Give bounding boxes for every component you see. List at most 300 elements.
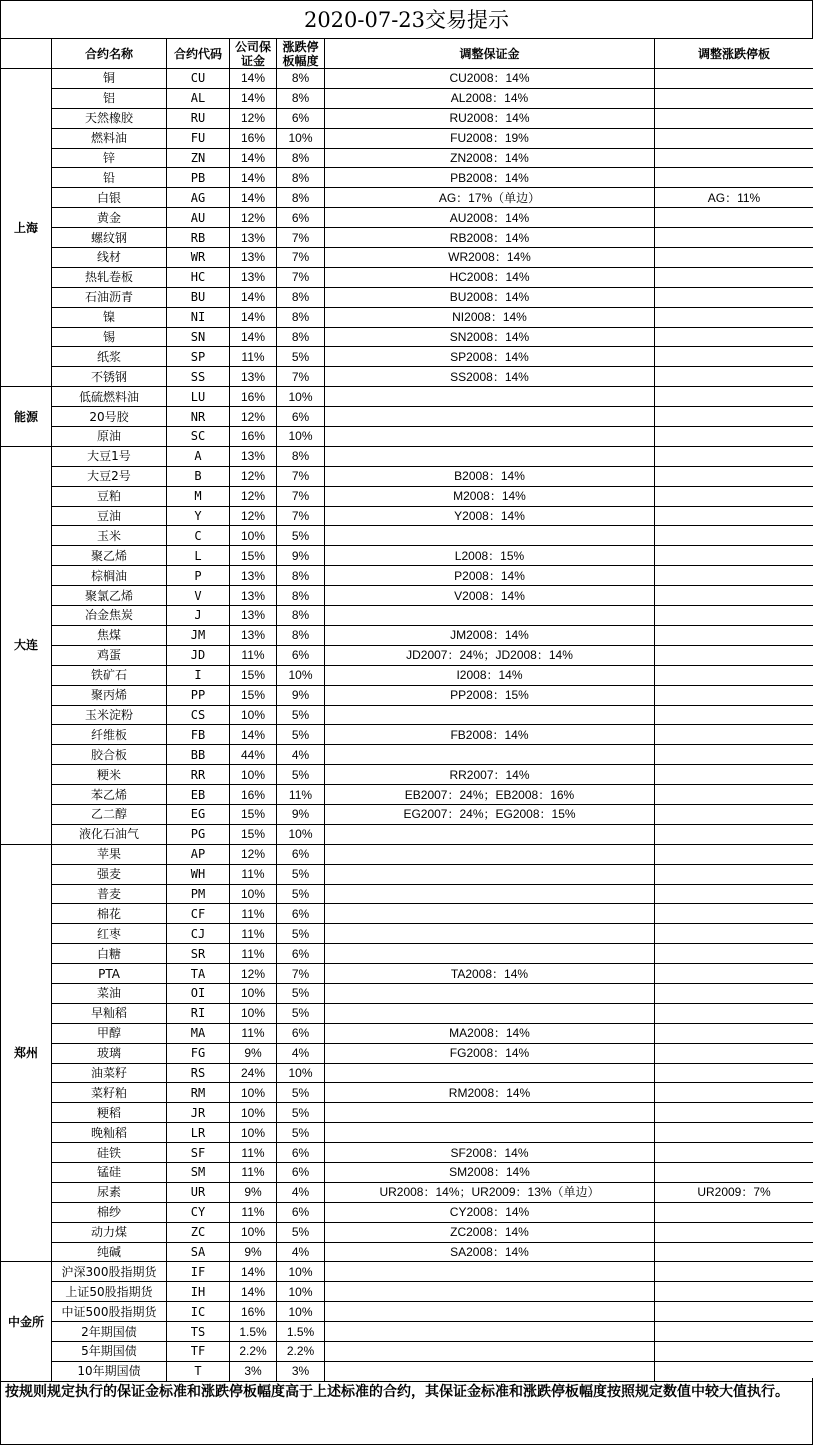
margin-cell: 11% [230,1162,277,1182]
adjusted-margin-cell [325,1103,655,1123]
margin-cell: 14% [230,148,277,168]
adjusted-margin-cell: EB2007：24%；EB2008：16% [325,785,655,805]
contract-code-cell: BU [167,287,230,307]
adjusted-limit-cell [655,804,813,824]
contract-name-cell: 线材 [52,248,167,268]
contract-name-cell: 玉米 [52,526,167,546]
limit-cell: 10% [277,128,325,148]
table-row [1,725,813,745]
margin-cell: 13% [230,228,277,248]
table-row [1,884,813,904]
table-row [1,466,813,486]
limit-cell: 6% [277,1162,325,1182]
contract-name-cell: PTA [52,964,167,984]
adjusted-limit-cell [655,745,813,765]
margin-cell: 14% [230,69,277,89]
adjusted-limit-cell [655,606,813,626]
contract-name-cell: 粳米 [52,765,167,785]
contract-name-cell: 铁矿石 [52,665,167,685]
adjusted-limit-cell [655,128,813,148]
table-row [1,327,813,347]
limit-cell: 8% [277,446,325,466]
adjusted-margin-cell: SS2008：14% [325,367,655,387]
limit-cell: 6% [277,904,325,924]
contract-name-cell: 锰硅 [52,1162,167,1182]
table-body [1,69,813,1382]
contract-name-cell: 镍 [52,307,167,327]
adjusted-limit-cell [655,327,813,347]
margin-cell: 14% [230,725,277,745]
adjusted-limit-cell [655,1023,813,1043]
table-row [1,1003,813,1023]
contract-name-cell: 菜籽粕 [52,1083,167,1103]
table-row [1,526,813,546]
limit-cell: 8% [277,606,325,626]
contract-name-cell: 上证50股指期货 [52,1282,167,1302]
limit-cell: 7% [277,367,325,387]
margin-cell: 10% [230,1083,277,1103]
limit-cell: 5% [277,1123,325,1143]
margin-cell: 11% [230,1202,277,1222]
margin-cell: 13% [230,625,277,645]
contract-code-cell: AL [167,88,230,108]
adjusted-margin-cell: L2008：15% [325,546,655,566]
adjusted-limit-cell [655,387,813,407]
margin-cell: 12% [230,208,277,228]
adjusted-margin-cell [325,1262,655,1282]
contract-code-cell: LU [167,387,230,407]
table-row [1,1083,813,1103]
contract-code-cell: JD [167,645,230,665]
adjusted-margin-cell: MA2008：14% [325,1023,655,1043]
contract-code-cell: RB [167,228,230,248]
contract-name-cell: 10年期国债 [52,1361,167,1381]
contract-code-cell: UR [167,1182,230,1202]
margin-cell: 12% [230,844,277,864]
contract-code-cell: CU [167,69,230,89]
adjusted-margin-cell: UR2008：14%；UR2009：13%（单边） [325,1182,655,1202]
adjusted-margin-cell: BU2008：14% [325,287,655,307]
limit-cell: 4% [277,745,325,765]
adjusted-limit-cell [655,1143,813,1163]
adjusted-limit-cell [655,1322,813,1342]
contract-code-cell: LR [167,1123,230,1143]
adjusted-margin-cell [325,526,655,546]
contract-code-cell: RM [167,1083,230,1103]
limit-cell: 7% [277,248,325,268]
adjusted-limit-cell [655,267,813,287]
adjusted-margin-cell [325,983,655,1003]
contract-name-cell: 5年期国债 [52,1342,167,1362]
limit-cell: 3% [277,1361,325,1381]
adjusted-margin-cell: PP2008：15% [325,685,655,705]
adjusted-margin-cell [325,824,655,844]
adjusted-limit-cell [655,1083,813,1103]
table-row [1,248,813,268]
margin-cell: 13% [230,606,277,626]
margin-cell: 13% [230,248,277,268]
adjusted-margin-cell: PB2008：14% [325,168,655,188]
adjusted-margin-cell: M2008：14% [325,486,655,506]
limit-cell: 6% [277,108,325,128]
margin-cell: 11% [230,864,277,884]
contract-code-cell: SR [167,944,230,964]
contract-code-cell: SA [167,1242,230,1262]
adjusted-limit-cell [655,108,813,128]
adjusted-limit-cell [655,1103,813,1123]
table-row [1,1202,813,1222]
adjusted-margin-cell: RU2008：14% [325,108,655,128]
contract-name-cell: 纤维板 [52,725,167,745]
adjusted-limit-cell [655,924,813,944]
margin-cell: 11% [230,1143,277,1163]
adjusted-margin-cell: I2008：14% [325,665,655,685]
adjusted-margin-cell: FB2008：14% [325,725,655,745]
header-adj-limit: 调整涨跌停板 [655,39,813,69]
adjusted-limit-cell [655,69,813,89]
exchange-cell: 中金所 [1,1262,52,1381]
contract-name-cell: 豆油 [52,506,167,526]
contract-name-cell: 聚氯乙烯 [52,586,167,606]
adjusted-limit-cell [655,446,813,466]
table-row [1,1162,813,1182]
limit-cell: 10% [277,665,325,685]
contract-code-cell: EB [167,785,230,805]
table-row [1,964,813,984]
table-row [1,1063,813,1083]
header-adj-margin: 调整保证金 [325,39,655,69]
margin-cell: 15% [230,685,277,705]
contract-name-cell: 苹果 [52,844,167,864]
table-row [1,446,813,466]
table-row [1,904,813,924]
table-row [1,665,813,685]
limit-cell: 4% [277,1043,325,1063]
contract-code-cell: PM [167,884,230,904]
table-row [1,88,813,108]
limit-cell: 11% [277,785,325,805]
table-row [1,407,813,427]
limit-cell: 9% [277,546,325,566]
adjusted-margin-cell [325,1302,655,1322]
contract-code-cell: RI [167,1003,230,1023]
limit-cell: 7% [277,466,325,486]
contract-name-cell: 热轧卷板 [52,267,167,287]
adjusted-limit-cell [655,506,813,526]
table-row [1,1262,813,1282]
contract-name-cell: 普麦 [52,884,167,904]
adjusted-margin-cell: CY2008：14% [325,1202,655,1222]
contract-code-cell: I [167,665,230,685]
limit-cell: 5% [277,864,325,884]
adjusted-margin-cell: B2008：14% [325,466,655,486]
adjusted-limit-cell [655,427,813,447]
limit-cell: 8% [277,327,325,347]
adjusted-limit-cell [655,864,813,884]
contract-name-cell: 大豆1号 [52,446,167,466]
adjusted-margin-cell [325,427,655,447]
table-row [1,625,813,645]
table-row [1,606,813,626]
limit-cell: 10% [277,1063,325,1083]
table-row [1,1222,813,1242]
limit-cell: 8% [277,586,325,606]
margin-cell: 44% [230,745,277,765]
limit-cell: 8% [277,88,325,108]
adjusted-limit-cell [655,546,813,566]
adjusted-margin-cell [325,1282,655,1302]
adjusted-limit-cell [655,625,813,645]
margin-cell: 10% [230,526,277,546]
adjusted-margin-cell: WR2008：14% [325,248,655,268]
contract-name-cell: 铝 [52,88,167,108]
limit-cell: 7% [277,228,325,248]
adjusted-margin-cell: AU2008：14% [325,208,655,228]
adjusted-limit-cell [655,1123,813,1143]
margin-cell: 12% [230,964,277,984]
contract-name-cell: 乙二醇 [52,804,167,824]
contract-code-cell: RS [167,1063,230,1083]
margin-cell: 1.5% [230,1322,277,1342]
table-row [1,924,813,944]
contract-name-cell: 原油 [52,427,167,447]
contract-code-cell: WR [167,248,230,268]
adjusted-margin-cell: FU2008：19% [325,128,655,148]
contract-name-cell: 锡 [52,327,167,347]
table-row [1,367,813,387]
margin-cell: 15% [230,804,277,824]
limit-cell: 4% [277,1182,325,1202]
contract-code-cell: V [167,586,230,606]
footnote: 按规则规定执行的保证金标准和涨跌停板幅度高于上述标准的合约，其保证金标准和涨跌停板幅度按照规定数值中较大值执行。 [0,1378,813,1445]
limit-cell: 8% [277,307,325,327]
contract-name-cell: 冶金焦炭 [52,606,167,626]
exchange-cell: 上海 [1,69,52,387]
adjusted-margin-cell [325,705,655,725]
limit-cell: 6% [277,407,325,427]
adjusted-limit-cell [655,725,813,745]
contract-name-cell: 大豆2号 [52,466,167,486]
table-row [1,347,813,367]
table-row [1,645,813,665]
limit-cell: 10% [277,1262,325,1282]
adjusted-limit-cell [655,785,813,805]
adjusted-limit-cell [655,665,813,685]
contract-name-cell: 液化石油气 [52,824,167,844]
adjusted-margin-cell: EG2007：24%；EG2008：15% [325,804,655,824]
header-row [1,39,813,69]
limit-cell: 5% [277,526,325,546]
contract-code-cell: WH [167,864,230,884]
margin-cell: 14% [230,168,277,188]
adjusted-margin-cell: SP2008：14% [325,347,655,367]
contract-name-cell: 铜 [52,69,167,89]
adjusted-margin-cell [325,606,655,626]
adjusted-limit-cell [655,1222,813,1242]
limit-cell: 5% [277,1222,325,1242]
contract-code-cell: AU [167,208,230,228]
contract-code-cell: TS [167,1322,230,1342]
contract-code-cell: SS [167,367,230,387]
margin-cell: 10% [230,1222,277,1242]
table-row [1,1242,813,1262]
adjusted-margin-cell: SN2008：14% [325,327,655,347]
limit-cell: 5% [277,983,325,1003]
adjusted-limit-cell: UR2009：7% [655,1182,813,1202]
contract-code-cell: JM [167,625,230,645]
contract-code-cell: ZN [167,148,230,168]
adjusted-limit-cell [655,486,813,506]
contract-name-cell: 聚丙烯 [52,685,167,705]
contract-name-cell: 尿素 [52,1182,167,1202]
adjusted-limit-cell [655,944,813,964]
limit-cell: 5% [277,1083,325,1103]
contract-name-cell: 燃料油 [52,128,167,148]
table-row [1,506,813,526]
contract-code-cell: Y [167,506,230,526]
limit-cell: 5% [277,725,325,745]
contract-code-cell: PG [167,824,230,844]
exchange-cell: 大连 [1,446,52,844]
margin-cell: 9% [230,1182,277,1202]
adjusted-limit-cell [655,904,813,924]
contract-name-cell: 白银 [52,188,167,208]
adjusted-margin-cell: FG2008：14% [325,1043,655,1063]
contract-code-cell: B [167,466,230,486]
contract-name-cell: 聚乙烯 [52,546,167,566]
adjusted-margin-cell: JM2008：14% [325,625,655,645]
table-row [1,824,813,844]
margin-cell: 12% [230,486,277,506]
margin-cell: 10% [230,765,277,785]
contract-code-cell: T [167,1361,230,1381]
adjusted-margin-cell [325,387,655,407]
limit-cell: 5% [277,1103,325,1123]
table-row [1,785,813,805]
table-row [1,387,813,407]
table-row [1,566,813,586]
limit-cell: 7% [277,506,325,526]
adjusted-margin-cell [325,1003,655,1023]
margin-table [0,38,813,1382]
table-row [1,804,813,824]
adjusted-limit-cell [655,307,813,327]
header-code: 合约代码 [167,39,230,69]
adjusted-margin-cell [325,884,655,904]
margin-cell: 10% [230,705,277,725]
margin-cell: 14% [230,1262,277,1282]
adjusted-margin-cell: TA2008：14% [325,964,655,984]
adjusted-margin-cell: CU2008：14% [325,69,655,89]
contract-code-cell: FB [167,725,230,745]
limit-cell: 5% [277,924,325,944]
table-row [1,983,813,1003]
margin-cell: 11% [230,645,277,665]
table-row [1,228,813,248]
table-row [1,307,813,327]
contract-name-cell: 白糖 [52,944,167,964]
limit-cell: 8% [277,566,325,586]
contract-name-cell: 胶合板 [52,745,167,765]
limit-cell: 7% [277,964,325,984]
contract-code-cell: TA [167,964,230,984]
contract-code-cell: FU [167,128,230,148]
margin-cell: 13% [230,566,277,586]
adjusted-limit-cell [655,566,813,586]
adjusted-margin-cell: Y2008：14% [325,506,655,526]
contract-name-cell: 棉纱 [52,1202,167,1222]
adjusted-margin-cell: V2008：14% [325,586,655,606]
table-row [1,1143,813,1163]
contract-name-cell: 苯乙烯 [52,785,167,805]
adjusted-margin-cell [325,1322,655,1342]
adjusted-margin-cell: AL2008：14% [325,88,655,108]
adjusted-margin-cell: HC2008：14% [325,267,655,287]
margin-cell: 12% [230,506,277,526]
adjusted-limit-cell: AG：11% [655,188,813,208]
adjusted-limit-cell [655,983,813,1003]
table-row [1,1302,813,1322]
contract-code-cell: J [167,606,230,626]
table-row [1,864,813,884]
adjusted-margin-cell [325,1342,655,1362]
contract-code-cell: IF [167,1262,230,1282]
contract-code-cell: EG [167,804,230,824]
table-row [1,1282,813,1302]
contract-code-cell: IC [167,1302,230,1322]
adjusted-margin-cell [325,844,655,864]
contract-code-cell: TF [167,1342,230,1362]
adjusted-margin-cell [325,924,655,944]
limit-cell: 6% [277,1143,325,1163]
contract-code-cell: SP [167,347,230,367]
contract-name-cell: 强麦 [52,864,167,884]
adjusted-limit-cell [655,705,813,725]
limit-cell: 7% [277,486,325,506]
table-row [1,844,813,864]
contract-name-cell: 纸浆 [52,347,167,367]
adjusted-margin-cell: ZN2008：14% [325,148,655,168]
limit-cell: 10% [277,427,325,447]
margin-cell: 24% [230,1063,277,1083]
margin-cell: 13% [230,446,277,466]
limit-cell: 8% [277,69,325,89]
table-row [1,486,813,506]
limit-cell: 6% [277,208,325,228]
contract-code-cell: BB [167,745,230,765]
adjusted-margin-cell [325,446,655,466]
adjusted-limit-cell [655,168,813,188]
margin-cell: 12% [230,407,277,427]
contract-code-cell: AG [167,188,230,208]
contract-code-cell: PP [167,685,230,705]
adjusted-margin-cell [325,864,655,884]
adjusted-margin-cell: P2008：14% [325,566,655,586]
contract-name-cell: 焦煤 [52,625,167,645]
margin-cell: 16% [230,427,277,447]
margin-cell: 11% [230,1023,277,1043]
contract-code-cell: NR [167,407,230,427]
limit-cell: 8% [277,168,325,188]
limit-cell: 6% [277,645,325,665]
contract-code-cell: FG [167,1043,230,1063]
contract-code-cell: CS [167,705,230,725]
table-row [1,705,813,725]
contract-name-cell: 甲醇 [52,1023,167,1043]
contract-name-cell: 硅铁 [52,1143,167,1163]
adjusted-margin-cell: RR2007：14% [325,765,655,785]
adjusted-margin-cell: JD2007：24%；JD2008：14% [325,645,655,665]
